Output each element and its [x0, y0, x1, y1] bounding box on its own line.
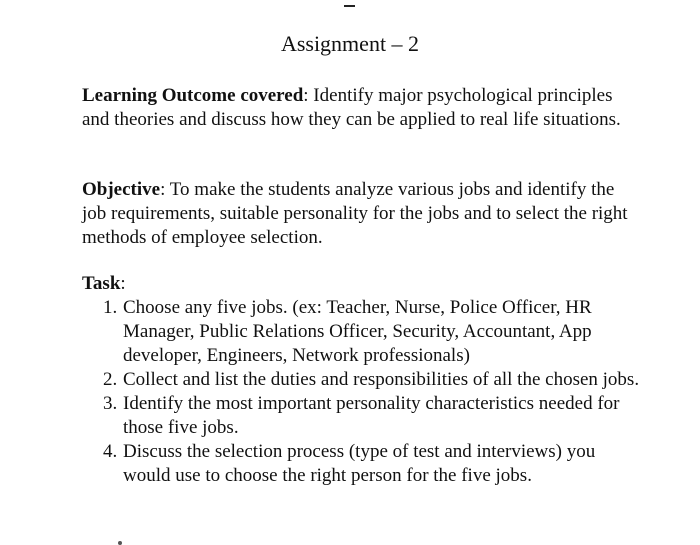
task-item-number: 4.	[103, 441, 118, 462]
learning-outcome-section	[82, 84, 642, 132]
task-item-text: Collect and list the duties and responsibilities of all the chosen jobs.	[123, 369, 640, 390]
learning-outcome-text: : Identify major psychological principles and theories and discuss how they can be applied to real life situations.	[82, 85, 621, 130]
task-list	[82, 296, 642, 488]
objective-section	[82, 178, 642, 250]
task-heading	[82, 272, 642, 296]
task-item-text: Choose any five jobs. (ex: Teacher, Nurse, Police Officer, HR Manager, Public Relations Officer, Security, Accountant, App developer, Engineers, Network professionals)	[123, 297, 592, 366]
objective-label: Objective	[82, 179, 161, 200]
task-section	[82, 272, 642, 488]
document-title: Assignment – 2	[280, 31, 420, 56]
task-item-3	[82, 392, 642, 440]
task-item-number: 1.	[103, 297, 118, 318]
top-dash-mark	[344, 5, 355, 7]
objective-text: : To make the students analyze various jobs and identify the job requirements, suitable personality for the jobs and to select the right methods of employee selection.	[82, 179, 628, 248]
task-item-1	[82, 296, 642, 368]
learning-outcome-label: Learning Outcome covered	[82, 85, 304, 106]
task-item-text: Discuss the selection process (type of test and interviews) you would use to choose the right person for the five jobs.	[123, 441, 596, 486]
bottom-bullet-mark	[118, 541, 122, 545]
task-item-2	[82, 368, 642, 392]
task-colon: :	[120, 273, 126, 294]
task-item-number: 2.	[103, 369, 118, 390]
task-item-number: 3.	[103, 393, 118, 414]
task-item-4	[82, 440, 642, 488]
task-item-text: Identify the most important personality characteristics needed for those five jobs.	[123, 393, 620, 438]
task-label: Task	[82, 273, 121, 294]
